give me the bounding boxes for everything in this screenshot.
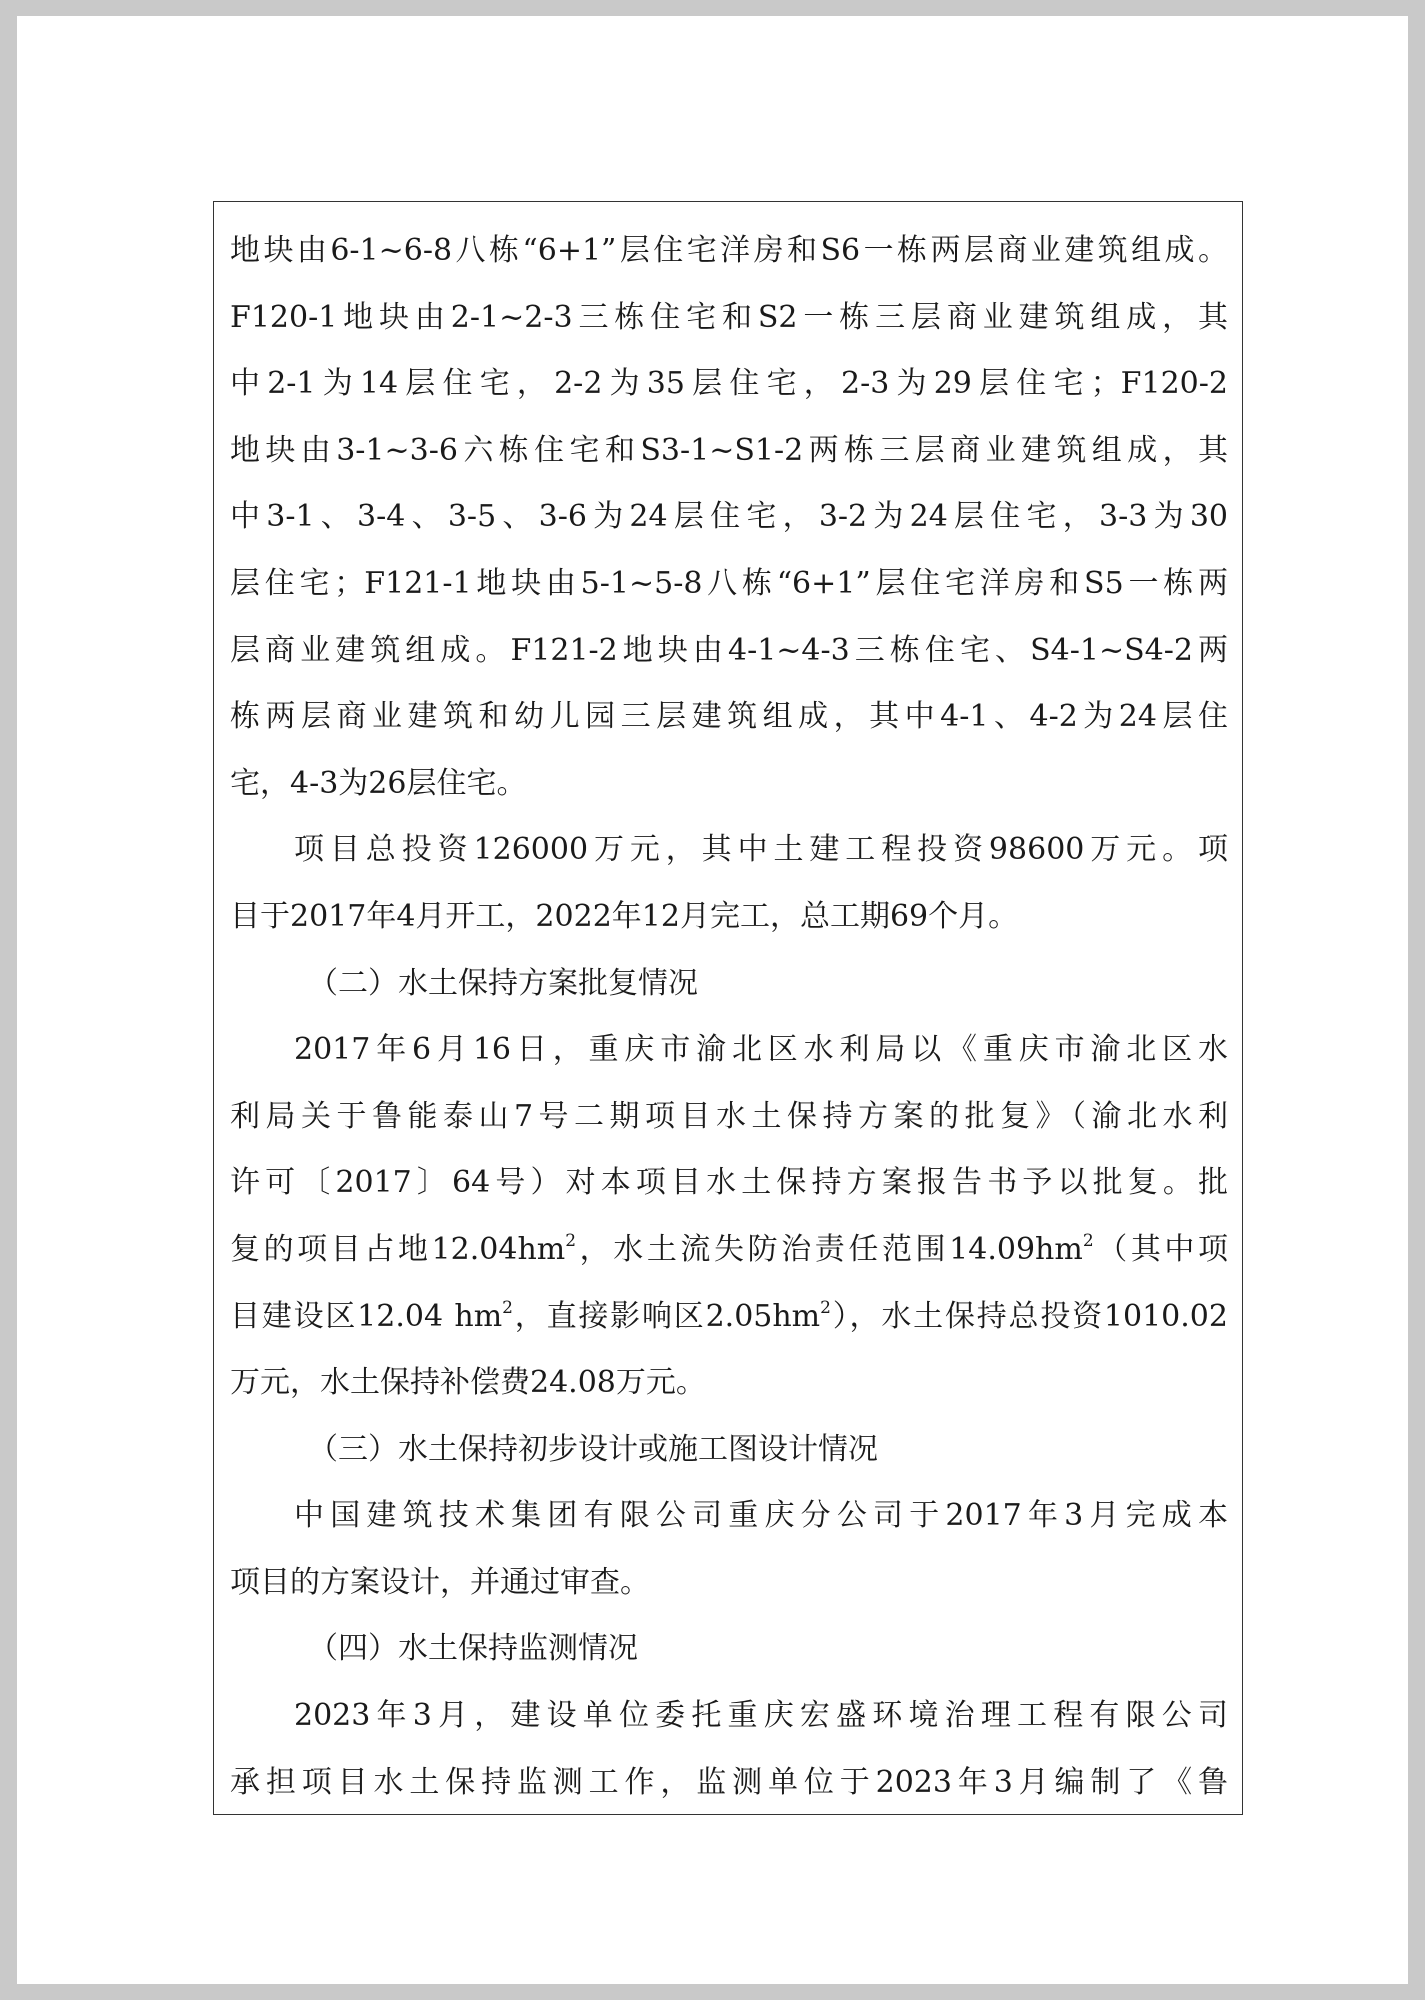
text-line: （二）水土保持方案批复情况 <box>308 965 698 1001</box>
text-line: 宅，4-3为26层住宅。 <box>230 765 527 801</box>
paragraph-block-b <box>230 1350 1228 1816</box>
text-line-area-hm: 复的项目占地$12.04hm^2$，水土流失防治责任范围$14.09hm^2$（其中项 <box>230 1230 1228 1267</box>
text-line: 地块由3-1~3-6六栋住宅和S3-1~S1-2两栋三层商业建筑组成，其 <box>230 432 1228 468</box>
text-line: 中3-1、3-4、3-5、3-6为24层住宅，3-2为24层住宅，3-3为30 <box>230 499 1228 535</box>
text-line: 万元，水土保持补偿费24.08万元。 <box>230 1365 706 1401</box>
text-line: 层商业建筑组成。F121-2地块由4-1~4-3三栋住宅、S4-1~S4-2两 <box>230 632 1228 668</box>
text-line: 中国建筑技术集团有限公司重庆分公司于2017年3月完成本 <box>294 1498 1228 1534</box>
text-line: 目于2017年4月开工，2022年12月完工，总工期69个月。 <box>230 898 1019 934</box>
paragraph-block-a <box>230 218 1228 1217</box>
text-frame <box>213 201 1243 1815</box>
document-body <box>230 218 1228 1816</box>
text-line: 地块由6-1~6-8八栋“6+1”层住宅洋房和S6一栋两层商业建筑组成。 <box>230 233 1228 268</box>
document-page <box>17 16 1408 1984</box>
text-line: 中2-1为14层住宅，2-2为35层住宅，2-3为29层住宅；F120-2 <box>230 366 1228 402</box>
text-line: 承担项目水土保持监测工作，监测单位于2023年3月编制了《鲁 <box>230 1764 1228 1800</box>
text-line: （三）水土保持初步设计或施工图设计情况 <box>308 1431 878 1467</box>
text-line: 层住宅；F121-1地块由5-1~5-8八栋“6+1”层住宅洋房和S5一栋两 <box>230 565 1228 601</box>
text-line: F120-1地块由2-1~2-3三栋住宅和S2一栋三层商业建筑组成，其 <box>230 299 1228 335</box>
text-line: 项目总投资126000万元，其中土建工程投资98600万元。项 <box>294 832 1228 868</box>
text-line: 利局关于鲁能泰山7号二期项目水土保持方案的批复》（渝北水利 <box>230 1098 1228 1134</box>
text-line: （四）水土保持监测情况 <box>308 1631 638 1667</box>
text-line: 2023年3月，建设单位委托重庆宏盛环境治理工程有限公司 <box>294 1698 1228 1734</box>
text-line-area-hm-2: 目建设区12.04 $hm^2$，直接影响区$2.05hm^2$），水土保持总投资1010.02 <box>230 1297 1228 1334</box>
text-line: 项目的方案设计，并通过审查。 <box>230 1564 650 1600</box>
text-line: 许可〔2017〕64号）对本项目水土保持方案报告书予以批复。批 <box>230 1165 1228 1201</box>
text-line: 栋两层商业建筑和幼儿园三层建筑组成，其中4-1、4-2为24层住 <box>230 699 1228 735</box>
text-line: 2017年6月16日，重庆市渝北区水利局以《重庆市渝北区水 <box>294 1032 1228 1068</box>
